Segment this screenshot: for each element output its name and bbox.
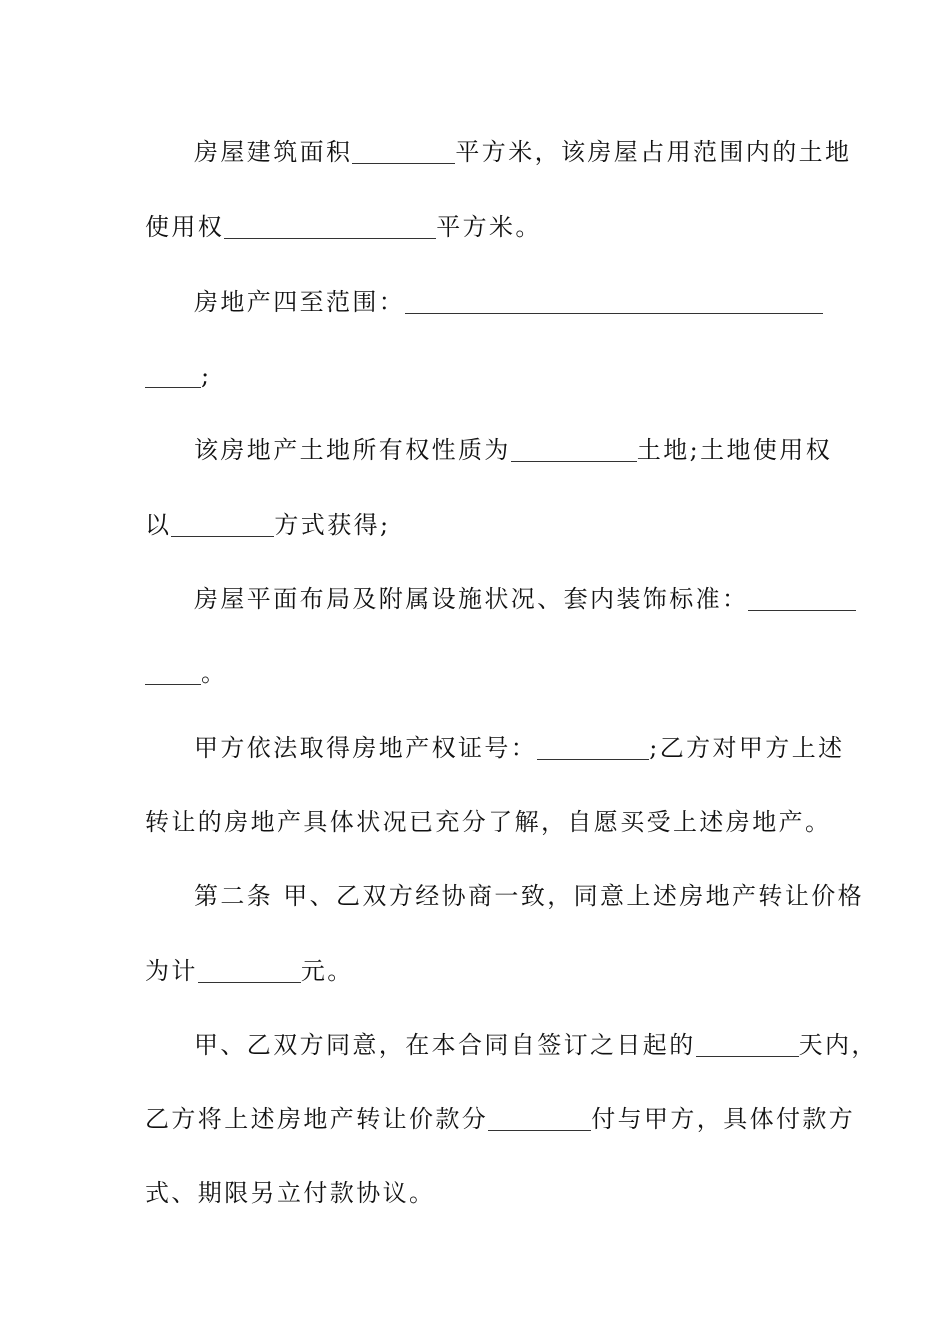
paragraph-2-line-2 <box>145 356 810 396</box>
fill-in-blank-building-area[interactable] <box>352 136 455 164</box>
text-segment: ; <box>201 362 212 390</box>
text-segment: 平方米。 <box>436 213 542 241</box>
paragraph-4-line-1 <box>194 579 810 619</box>
paragraph-5-line-2 <box>145 802 832 842</box>
paragraph-4-line-2 <box>145 653 810 693</box>
text-segment: 平方米，该房屋占用范围内的土地 <box>455 138 852 166</box>
paragraph-3-line-2 <box>145 505 810 545</box>
fill-in-blank-land-use-area[interactable] <box>224 211 436 239</box>
text-segment: 房屋平面布局及附属设施状况、套内装饰标准： <box>194 585 749 613</box>
text-segment: 转让的房地产具体状况已充分了解，自愿买受上述房地产。 <box>145 808 832 836</box>
fill-in-blank-layout-cont[interactable] <box>145 657 201 685</box>
fill-in-blank-layout[interactable] <box>748 583 856 611</box>
text-segment: 。 <box>201 659 228 687</box>
text-segment: 该房地产土地所有权性质为 <box>194 436 511 464</box>
fill-in-blank-boundaries-cont[interactable] <box>145 360 201 388</box>
fill-in-blank-land-ownership[interactable] <box>511 434 637 462</box>
text-segment: 甲方依法取得房地产权证号： <box>194 734 538 762</box>
paragraph-1-line-2 <box>145 207 810 247</box>
text-segment: 付与甲方，具体付款方 <box>591 1105 856 1133</box>
paragraph-3-line-1 <box>194 430 833 470</box>
paragraph-7-line-3 <box>145 1173 810 1213</box>
text-segment: 使用权 <box>145 213 225 241</box>
text-segment: 式、期限另立付款协议。 <box>145 1179 436 1207</box>
paragraph-5-line-1 <box>194 728 845 768</box>
paragraph-1-line-1 <box>194 132 852 172</box>
text-segment: 乙方将上述房地产转让价款分 <box>145 1105 489 1133</box>
text-segment: 为计 <box>145 957 198 985</box>
text-segment: 土地;土地使用权 <box>636 436 833 464</box>
text-segment: 房屋建筑面积 <box>194 138 353 166</box>
text-segment: 方式获得; <box>274 511 391 539</box>
fill-in-blank-certificate-number[interactable] <box>537 732 649 760</box>
fill-in-blank-price[interactable] <box>198 955 301 983</box>
fill-in-blank-days[interactable] <box>696 1029 799 1057</box>
paragraph-6-line-2 <box>145 951 810 991</box>
fill-in-blank-acquisition-method[interactable] <box>171 509 274 537</box>
paragraph-2-line-1 <box>194 282 810 322</box>
text-segment: ;乙方对甲方上述 <box>649 734 845 762</box>
text-segment: 第二条 甲、乙双方经协商一致，同意上述房地产转让价格 <box>194 882 865 910</box>
fill-in-blank-boundaries[interactable] <box>405 286 823 314</box>
text-segment: 天内， <box>798 1031 878 1059</box>
fill-in-blank-installments[interactable] <box>488 1103 591 1131</box>
paragraph-7-line-1 <box>194 1025 878 1065</box>
paragraph-6-line-1 <box>194 876 865 916</box>
text-segment: 元。 <box>300 957 354 985</box>
text-segment: 甲、乙双方同意，在本合同自签订之日起的 <box>194 1031 696 1059</box>
text-segment: 房地产四至范围： <box>194 288 406 316</box>
text-segment: 以 <box>145 511 172 539</box>
paragraph-7-line-2 <box>145 1099 856 1139</box>
